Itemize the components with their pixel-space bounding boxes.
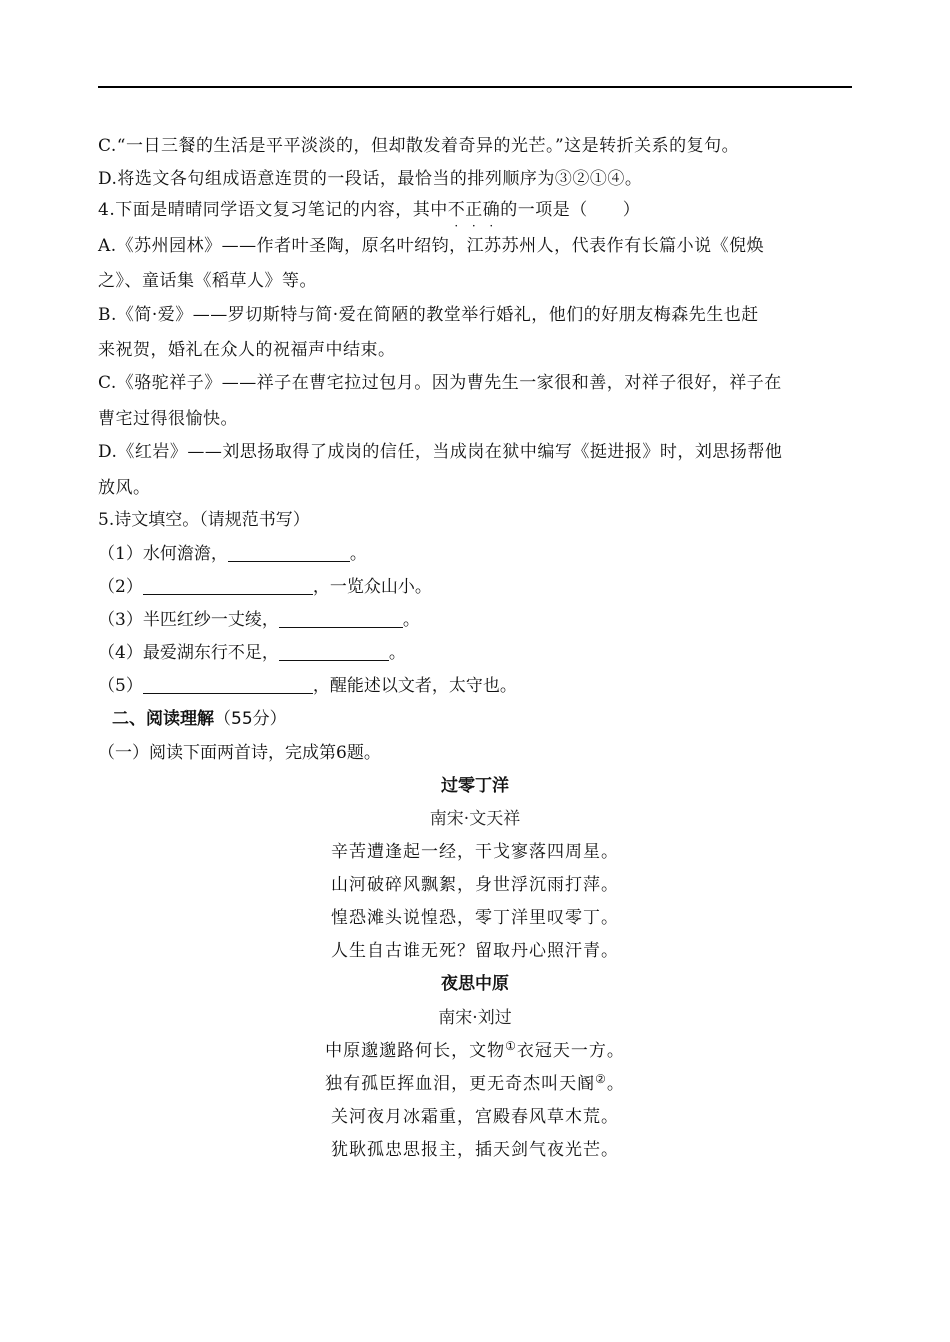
poem-2-line-1 [98,1039,852,1063]
q5-item-2-after: ，一览众山小。 [312,577,432,597]
emphasis-dot: · [471,219,477,233]
q4-option-c-line-1: C.《骆驼祥子》——祥子在曹宅拉过包月。因为曹先生一家很和善，对祥子很好，祥子在 [98,373,782,393]
poem-2-line-1-before: 中原邈邈路何长，文物 [325,1041,506,1061]
poem-1-line-3: 惶恐滩头说惶恐，零丁洋里叹零丁。 [331,908,619,928]
q5-item-2-num: （2） [98,577,143,597]
poem-2-line-3: 关河夜月冰霜重，宫殿春风草木荒。 [331,1107,619,1127]
q5-item-3-before: 半匹红纱一丈绫， [142,610,279,630]
emphasis-dot: · [454,219,459,233]
q4-option-b-line-1: B.《简·爱》——罗切斯特与简·爱在简陋的教堂举行婚礼，他们的好朋友梅森先生也赶 [98,305,759,325]
q3-option-d: D.将选文各句组成语意连贯的一段话，最恰当的排列顺序为③②①④。 [98,169,643,189]
section-2-score: （55分） [214,709,287,729]
q5-blank-5[interactable] [143,675,313,694]
q4-emph-text-1: 不 [447,200,466,220]
poem-1-line-2: 山河破碎风飘絮，身世浮沉雨打萍。 [331,875,619,895]
q5-item-1-after: 。 [349,544,367,564]
emphasis-dot: · [489,219,494,233]
q5-stem: 5.诗文填空。（请规范书写） [98,510,310,530]
q4-stem [98,198,641,233]
poem-2-line-4: 犹耿孤忠思报主，插天剑气夜光芒。 [331,1140,619,1160]
q4-option-b-line-2: 来祝贺，婚礼在众人的祝福声中结束。 [98,340,396,360]
q5-item-1 [98,542,367,566]
section-2-heading [112,707,287,731]
q4-stem-before: 4.下面是晴晴同学语文复习笔记的内容，其中 [98,200,448,220]
header-rule [98,86,852,88]
q4-emph-text-2: 正 [465,200,483,220]
poem-2-title: 夜思中原 [441,974,509,994]
q5-blank-2[interactable] [143,576,313,595]
poem-2-author: 南宋·刘过 [438,1008,512,1028]
q3-option-c: C.“一日三餐的生活是平平淡淡的，但却散发着奇异的光芒。”这是转折关系的复句。 [98,136,740,156]
q5-item-3 [98,608,420,632]
q5-item-5-after: ，醒能述以文者，太守也。 [312,676,517,696]
q4-stem-after: 的一项是（ ） [500,200,641,220]
poem-1-line-1: 辛苦遭逢起一经，干戈寥落四周星。 [331,842,619,862]
q5-item-5-num: （5） [98,676,143,696]
footnote-marker-2: ② [595,1072,607,1086]
q4-option-c-line-2: 曹宅过得很愉快。 [98,409,238,429]
q5-item-4 [98,641,406,665]
poem-1-line-4: 人生自古谁无死？留取丹心照汗青。 [331,941,619,961]
poem-2-line-2 [98,1072,852,1096]
q4-emph-char-2 [465,198,483,233]
q4-option-d-line-2: 放风。 [98,478,151,498]
q5-item-5 [98,674,517,698]
poem-1-title: 过零丁洋 [441,776,509,796]
q4-option-d-line-1: D.《红岩》——刘思扬取得了成岗的信任，当成岗在狱中编写《挺进报》时，刘思扬帮他 [98,442,783,462]
poem-2-line-2-before: 独有孤臣挥血泪，更无奇杰叫天阍 [325,1074,596,1094]
q5-blank-4[interactable] [279,642,389,661]
q4-emph-char-1 [447,198,466,233]
section-2-title: 二、阅读理解 [112,709,214,729]
poem-2-line-1-after: 衣冠天一方。 [516,1041,625,1061]
footnote-marker-1: ① [505,1039,517,1053]
document-page [98,0,852,1342]
q5-item-2 [98,575,432,599]
poem-1-author: 南宋·文天祥 [429,809,521,829]
q5-item-4-before: 最爱湖东行不足， [142,643,279,663]
part-1-instruction: （一）阅读下面两首诗，完成第6题。 [98,743,381,763]
q4-emph-char-3 [482,198,501,233]
q5-blank-3[interactable] [279,609,403,628]
q5-item-1-before: 水何澹澹， [142,544,228,564]
q5-item-1-num: （1） [98,544,143,564]
q5-item-4-after: 。 [388,643,406,663]
q4-emph-text-3: 确 [482,200,501,220]
poem-2-line-2-after: 。 [606,1074,625,1094]
q5-blank-1[interactable] [228,543,350,562]
q4-option-a-line-2: 之》、童话集《稻草人》等。 [98,271,317,291]
q5-item-3-after: 。 [402,610,420,630]
q4-option-a-line-1: A.《苏州园林》——作者叶圣陶，原名叶绍钧，江苏苏州人，代表作有长篇小说《倪焕 [98,236,765,256]
q5-item-4-num: （4） [98,643,143,663]
q5-item-3-num: （3） [98,610,143,630]
